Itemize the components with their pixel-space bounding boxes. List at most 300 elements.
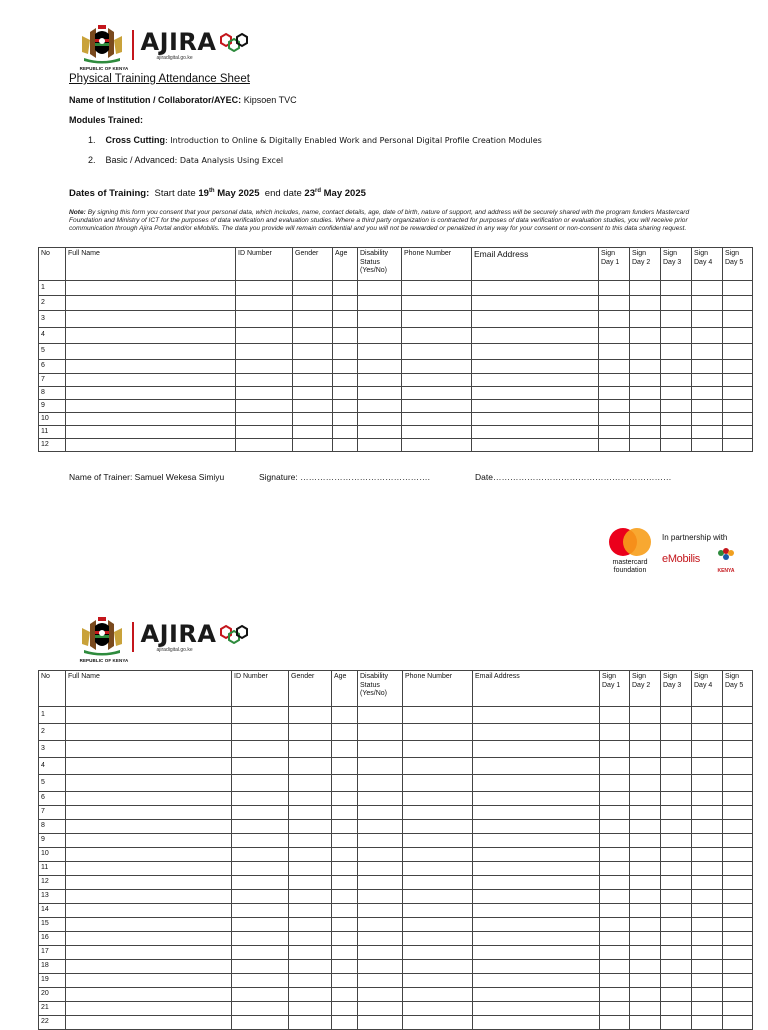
cell-age[interactable] xyxy=(332,741,358,758)
cell-sign-day-5[interactable] xyxy=(723,400,753,413)
cell-gender[interactable] xyxy=(289,876,332,890)
cell-sign-day-5[interactable] xyxy=(723,413,753,426)
cell-sign-day-5[interactable] xyxy=(723,311,753,328)
cell-id-number[interactable] xyxy=(236,296,293,311)
cell-gender[interactable] xyxy=(289,707,332,724)
cell-sign-day-3[interactable] xyxy=(661,890,692,904)
cell-age[interactable] xyxy=(333,439,358,452)
cell-sign-day-4[interactable] xyxy=(692,946,723,960)
cell-id-number[interactable] xyxy=(232,946,289,960)
cell-disability-status[interactable] xyxy=(358,848,403,862)
cell-sign-day-5[interactable] xyxy=(723,918,753,932)
cell-phone-number[interactable] xyxy=(403,707,473,724)
cell-sign-day-1[interactable] xyxy=(600,890,630,904)
cell-disability-status[interactable] xyxy=(358,792,403,806)
cell-sign-day-1[interactable] xyxy=(600,918,630,932)
cell-age[interactable] xyxy=(332,974,358,988)
cell-sign-day-2[interactable] xyxy=(630,988,661,1002)
cell-phone-number[interactable] xyxy=(403,741,473,758)
cell-email-address[interactable] xyxy=(472,439,599,452)
cell-sign-day-1[interactable] xyxy=(600,876,630,890)
cell-sign-day-4[interactable] xyxy=(692,724,723,741)
cell-full-name[interactable] xyxy=(66,946,232,960)
cell-email-address[interactable] xyxy=(473,724,600,741)
cell-sign-day-1[interactable] xyxy=(599,360,630,374)
cell-sign-day-4[interactable] xyxy=(692,741,723,758)
cell-sign-day-1[interactable] xyxy=(600,988,630,1002)
cell-email-address[interactable] xyxy=(473,974,600,988)
cell-sign-day-2[interactable] xyxy=(630,862,661,876)
cell-sign-day-3[interactable] xyxy=(661,792,692,806)
cell-gender[interactable] xyxy=(293,374,333,387)
cell-full-name[interactable] xyxy=(66,918,232,932)
cell-sign-day-3[interactable] xyxy=(661,758,692,775)
cell-sign-day-2[interactable] xyxy=(630,960,661,974)
cell-age[interactable] xyxy=(332,707,358,724)
cell-sign-day-5[interactable] xyxy=(723,946,753,960)
cell-full-name[interactable] xyxy=(66,974,232,988)
cell-email-address[interactable] xyxy=(472,426,599,439)
cell-id-number[interactable] xyxy=(232,960,289,974)
cell-phone-number[interactable] xyxy=(402,360,472,374)
cell-age[interactable] xyxy=(333,400,358,413)
cell-full-name[interactable] xyxy=(66,413,236,426)
cell-id-number[interactable] xyxy=(232,1002,289,1016)
cell-sign-day-2[interactable] xyxy=(630,820,661,834)
cell-age[interactable] xyxy=(332,904,358,918)
cell-sign-day-2[interactable] xyxy=(630,741,661,758)
cell-id-number[interactable] xyxy=(236,374,293,387)
cell-full-name[interactable] xyxy=(66,904,232,918)
cell-full-name[interactable] xyxy=(66,439,236,452)
cell-gender[interactable] xyxy=(293,400,333,413)
cell-sign-day-4[interactable] xyxy=(692,876,723,890)
cell-disability-status[interactable] xyxy=(358,1016,403,1030)
cell-email-address[interactable] xyxy=(472,400,599,413)
cell-phone-number[interactable] xyxy=(403,960,473,974)
cell-sign-day-5[interactable] xyxy=(723,775,753,792)
cell-sign-day-2[interactable] xyxy=(630,1002,661,1016)
cell-sign-day-1[interactable] xyxy=(599,296,630,311)
cell-sign-day-4[interactable] xyxy=(692,792,723,806)
cell-disability-status[interactable] xyxy=(358,360,402,374)
cell-sign-day-2[interactable] xyxy=(630,360,661,374)
cell-age[interactable] xyxy=(332,724,358,741)
cell-full-name[interactable] xyxy=(66,806,232,820)
cell-sign-day-3[interactable] xyxy=(661,775,692,792)
cell-sign-day-3[interactable] xyxy=(661,344,692,360)
cell-gender[interactable] xyxy=(289,1002,332,1016)
cell-sign-day-3[interactable] xyxy=(661,374,692,387)
cell-email-address[interactable] xyxy=(472,296,599,311)
cell-gender[interactable] xyxy=(289,918,332,932)
cell-sign-day-2[interactable] xyxy=(630,974,661,988)
cell-full-name[interactable] xyxy=(66,960,232,974)
cell-gender[interactable] xyxy=(293,296,333,311)
cell-gender[interactable] xyxy=(289,724,332,741)
cell-sign-day-1[interactable] xyxy=(600,775,630,792)
cell-sign-day-2[interactable] xyxy=(630,426,661,439)
cell-sign-day-1[interactable] xyxy=(600,834,630,848)
cell-id-number[interactable] xyxy=(232,806,289,820)
cell-age[interactable] xyxy=(332,848,358,862)
cell-sign-day-5[interactable] xyxy=(723,960,753,974)
cell-email-address[interactable] xyxy=(473,848,600,862)
cell-phone-number[interactable] xyxy=(403,1002,473,1016)
cell-age[interactable] xyxy=(333,328,358,344)
cell-sign-day-4[interactable] xyxy=(692,281,723,296)
cell-id-number[interactable] xyxy=(232,775,289,792)
cell-email-address[interactable] xyxy=(472,344,599,360)
cell-phone-number[interactable] xyxy=(403,1016,473,1030)
cell-sign-day-4[interactable] xyxy=(692,1016,723,1030)
cell-sign-day-5[interactable] xyxy=(723,724,753,741)
cell-gender[interactable] xyxy=(289,960,332,974)
cell-sign-day-4[interactable] xyxy=(692,707,723,724)
cell-gender[interactable] xyxy=(289,974,332,988)
cell-sign-day-3[interactable] xyxy=(661,974,692,988)
cell-gender[interactable] xyxy=(293,426,333,439)
cell-disability-status[interactable] xyxy=(358,707,403,724)
cell-age[interactable] xyxy=(333,387,358,400)
cell-gender[interactable] xyxy=(293,439,333,452)
cell-sign-day-1[interactable] xyxy=(600,806,630,820)
cell-gender[interactable] xyxy=(289,932,332,946)
cell-disability-status[interactable] xyxy=(358,876,403,890)
cell-sign-day-1[interactable] xyxy=(600,932,630,946)
cell-full-name[interactable] xyxy=(66,820,232,834)
cell-id-number[interactable] xyxy=(236,328,293,344)
cell-sign-day-4[interactable] xyxy=(692,932,723,946)
cell-gender[interactable] xyxy=(289,741,332,758)
cell-full-name[interactable] xyxy=(66,741,232,758)
cell-sign-day-3[interactable] xyxy=(661,876,692,890)
cell-disability-status[interactable] xyxy=(358,281,402,296)
cell-id-number[interactable] xyxy=(232,876,289,890)
cell-sign-day-1[interactable] xyxy=(600,862,630,876)
cell-sign-day-2[interactable] xyxy=(630,1016,661,1030)
cell-sign-day-1[interactable] xyxy=(599,374,630,387)
cell-full-name[interactable] xyxy=(66,707,232,724)
cell-disability-status[interactable] xyxy=(358,918,403,932)
cell-disability-status[interactable] xyxy=(358,426,402,439)
cell-age[interactable] xyxy=(332,918,358,932)
cell-email-address[interactable] xyxy=(473,918,600,932)
cell-sign-day-1[interactable] xyxy=(600,960,630,974)
cell-sign-day-3[interactable] xyxy=(661,960,692,974)
cell-gender[interactable] xyxy=(289,820,332,834)
cell-sign-day-1[interactable] xyxy=(599,439,630,452)
cell-sign-day-4[interactable] xyxy=(692,328,723,344)
cell-sign-day-3[interactable] xyxy=(661,707,692,724)
cell-sign-day-5[interactable] xyxy=(723,387,753,400)
cell-sign-day-4[interactable] xyxy=(692,974,723,988)
cell-age[interactable] xyxy=(333,344,358,360)
cell-phone-number[interactable] xyxy=(402,426,472,439)
cell-phone-number[interactable] xyxy=(402,344,472,360)
cell-phone-number[interactable] xyxy=(403,890,473,904)
cell-sign-day-3[interactable] xyxy=(661,724,692,741)
cell-disability-status[interactable] xyxy=(358,311,402,328)
cell-sign-day-2[interactable] xyxy=(630,806,661,820)
cell-full-name[interactable] xyxy=(66,932,232,946)
cell-sign-day-2[interactable] xyxy=(630,328,661,344)
cell-email-address[interactable] xyxy=(473,862,600,876)
cell-disability-status[interactable] xyxy=(358,413,402,426)
cell-phone-number[interactable] xyxy=(403,820,473,834)
cell-sign-day-2[interactable] xyxy=(630,918,661,932)
cell-sign-day-2[interactable] xyxy=(630,890,661,904)
cell-email-address[interactable] xyxy=(473,932,600,946)
cell-sign-day-4[interactable] xyxy=(692,374,723,387)
cell-disability-status[interactable] xyxy=(358,834,403,848)
cell-sign-day-1[interactable] xyxy=(600,792,630,806)
cell-id-number[interactable] xyxy=(232,758,289,775)
cell-gender[interactable] xyxy=(289,792,332,806)
cell-age[interactable] xyxy=(332,820,358,834)
cell-sign-day-1[interactable] xyxy=(599,387,630,400)
cell-sign-day-2[interactable] xyxy=(630,374,661,387)
cell-email-address[interactable] xyxy=(473,890,600,904)
cell-id-number[interactable] xyxy=(236,426,293,439)
cell-disability-status[interactable] xyxy=(358,904,403,918)
cell-sign-day-5[interactable] xyxy=(723,707,753,724)
cell-phone-number[interactable] xyxy=(403,848,473,862)
cell-sign-day-5[interactable] xyxy=(723,374,753,387)
cell-sign-day-1[interactable] xyxy=(600,1016,630,1030)
cell-id-number[interactable] xyxy=(236,439,293,452)
cell-sign-day-1[interactable] xyxy=(599,311,630,328)
cell-sign-day-5[interactable] xyxy=(723,296,753,311)
cell-sign-day-1[interactable] xyxy=(599,344,630,360)
cell-gender[interactable] xyxy=(293,281,333,296)
cell-age[interactable] xyxy=(333,374,358,387)
cell-email-address[interactable] xyxy=(473,946,600,960)
cell-phone-number[interactable] xyxy=(402,400,472,413)
cell-disability-status[interactable] xyxy=(358,344,402,360)
cell-gender[interactable] xyxy=(289,988,332,1002)
cell-email-address[interactable] xyxy=(472,360,599,374)
cell-sign-day-5[interactable] xyxy=(723,876,753,890)
cell-full-name[interactable] xyxy=(66,876,232,890)
cell-age[interactable] xyxy=(332,758,358,775)
cell-phone-number[interactable] xyxy=(402,328,472,344)
cell-age[interactable] xyxy=(333,296,358,311)
cell-id-number[interactable] xyxy=(232,918,289,932)
cell-email-address[interactable] xyxy=(473,960,600,974)
cell-sign-day-5[interactable] xyxy=(723,792,753,806)
cell-gender[interactable] xyxy=(289,862,332,876)
cell-sign-day-3[interactable] xyxy=(661,1016,692,1030)
cell-age[interactable] xyxy=(332,1002,358,1016)
cell-sign-day-2[interactable] xyxy=(630,707,661,724)
cell-gender[interactable] xyxy=(293,413,333,426)
cell-sign-day-3[interactable] xyxy=(661,932,692,946)
cell-sign-day-5[interactable] xyxy=(723,932,753,946)
cell-age[interactable] xyxy=(332,792,358,806)
cell-sign-day-4[interactable] xyxy=(692,904,723,918)
cell-email-address[interactable] xyxy=(473,1002,600,1016)
cell-id-number[interactable] xyxy=(232,904,289,918)
cell-id-number[interactable] xyxy=(232,834,289,848)
cell-id-number[interactable] xyxy=(236,281,293,296)
cell-full-name[interactable] xyxy=(66,862,232,876)
cell-sign-day-5[interactable] xyxy=(723,328,753,344)
cell-sign-day-2[interactable] xyxy=(630,946,661,960)
cell-phone-number[interactable] xyxy=(402,296,472,311)
cell-gender[interactable] xyxy=(293,328,333,344)
cell-disability-status[interactable] xyxy=(358,724,403,741)
cell-age[interactable] xyxy=(333,281,358,296)
cell-full-name[interactable] xyxy=(66,400,236,413)
cell-gender[interactable] xyxy=(289,758,332,775)
cell-id-number[interactable] xyxy=(232,792,289,806)
cell-sign-day-5[interactable] xyxy=(723,741,753,758)
cell-sign-day-3[interactable] xyxy=(661,1002,692,1016)
cell-sign-day-4[interactable] xyxy=(692,820,723,834)
cell-sign-day-5[interactable] xyxy=(723,426,753,439)
cell-email-address[interactable] xyxy=(473,758,600,775)
cell-gender[interactable] xyxy=(289,806,332,820)
cell-email-address[interactable] xyxy=(473,707,600,724)
cell-id-number[interactable] xyxy=(232,988,289,1002)
cell-sign-day-3[interactable] xyxy=(661,946,692,960)
cell-sign-day-4[interactable] xyxy=(692,296,723,311)
cell-phone-number[interactable] xyxy=(403,775,473,792)
cell-age[interactable] xyxy=(333,426,358,439)
cell-phone-number[interactable] xyxy=(403,834,473,848)
cell-email-address[interactable] xyxy=(473,904,600,918)
cell-full-name[interactable] xyxy=(66,311,236,328)
cell-disability-status[interactable] xyxy=(358,387,402,400)
cell-id-number[interactable] xyxy=(236,400,293,413)
cell-gender[interactable] xyxy=(289,834,332,848)
cell-sign-day-5[interactable] xyxy=(723,281,753,296)
cell-gender[interactable] xyxy=(293,344,333,360)
cell-sign-day-4[interactable] xyxy=(692,862,723,876)
cell-id-number[interactable] xyxy=(232,932,289,946)
cell-id-number[interactable] xyxy=(236,387,293,400)
cell-id-number[interactable] xyxy=(232,862,289,876)
cell-full-name[interactable] xyxy=(66,792,232,806)
cell-sign-day-5[interactable] xyxy=(723,890,753,904)
cell-sign-day-4[interactable] xyxy=(692,848,723,862)
cell-sign-day-3[interactable] xyxy=(661,311,692,328)
cell-age[interactable] xyxy=(332,1016,358,1030)
cell-email-address[interactable] xyxy=(473,876,600,890)
cell-disability-status[interactable] xyxy=(358,946,403,960)
cell-phone-number[interactable] xyxy=(402,374,472,387)
cell-age[interactable] xyxy=(332,890,358,904)
cell-age[interactable] xyxy=(332,775,358,792)
cell-full-name[interactable] xyxy=(66,328,236,344)
cell-sign-day-1[interactable] xyxy=(600,820,630,834)
cell-sign-day-4[interactable] xyxy=(692,890,723,904)
cell-sign-day-2[interactable] xyxy=(630,344,661,360)
cell-sign-day-3[interactable] xyxy=(661,904,692,918)
cell-sign-day-2[interactable] xyxy=(630,439,661,452)
cell-sign-day-2[interactable] xyxy=(630,834,661,848)
cell-email-address[interactable] xyxy=(473,1016,600,1030)
cell-id-number[interactable] xyxy=(232,890,289,904)
cell-sign-day-4[interactable] xyxy=(692,1002,723,1016)
cell-id-number[interactable] xyxy=(232,707,289,724)
cell-sign-day-3[interactable] xyxy=(661,862,692,876)
cell-sign-day-1[interactable] xyxy=(600,741,630,758)
signature-field[interactable]: Signature: ………………………………………. xyxy=(259,472,430,482)
cell-sign-day-2[interactable] xyxy=(630,387,661,400)
cell-full-name[interactable] xyxy=(66,426,236,439)
cell-email-address[interactable] xyxy=(472,311,599,328)
date-field[interactable]: Date……………………………………………………… xyxy=(475,472,672,482)
cell-phone-number[interactable] xyxy=(402,311,472,328)
cell-phone-number[interactable] xyxy=(403,862,473,876)
cell-sign-day-5[interactable] xyxy=(723,862,753,876)
cell-age[interactable] xyxy=(332,876,358,890)
cell-full-name[interactable] xyxy=(66,834,232,848)
cell-sign-day-5[interactable] xyxy=(723,806,753,820)
cell-phone-number[interactable] xyxy=(403,876,473,890)
cell-sign-day-4[interactable] xyxy=(692,775,723,792)
cell-sign-day-2[interactable] xyxy=(630,932,661,946)
cell-sign-day-5[interactable] xyxy=(723,848,753,862)
cell-full-name[interactable] xyxy=(66,296,236,311)
cell-sign-day-1[interactable] xyxy=(600,848,630,862)
cell-sign-day-2[interactable] xyxy=(630,758,661,775)
cell-sign-day-3[interactable] xyxy=(661,439,692,452)
cell-disability-status[interactable] xyxy=(358,400,402,413)
cell-phone-number[interactable] xyxy=(403,724,473,741)
cell-sign-day-4[interactable] xyxy=(692,426,723,439)
cell-sign-day-3[interactable] xyxy=(661,806,692,820)
cell-sign-day-4[interactable] xyxy=(692,988,723,1002)
cell-age[interactable] xyxy=(332,932,358,946)
cell-id-number[interactable] xyxy=(236,413,293,426)
cell-sign-day-3[interactable] xyxy=(661,413,692,426)
cell-disability-status[interactable] xyxy=(358,806,403,820)
cell-phone-number[interactable] xyxy=(403,932,473,946)
cell-email-address[interactable] xyxy=(472,413,599,426)
cell-phone-number[interactable] xyxy=(403,974,473,988)
cell-full-name[interactable] xyxy=(66,344,236,360)
cell-sign-day-4[interactable] xyxy=(692,758,723,775)
cell-sign-day-2[interactable] xyxy=(630,296,661,311)
cell-id-number[interactable] xyxy=(236,311,293,328)
cell-email-address[interactable] xyxy=(473,775,600,792)
cell-sign-day-4[interactable] xyxy=(692,439,723,452)
cell-full-name[interactable] xyxy=(66,724,232,741)
cell-id-number[interactable] xyxy=(232,848,289,862)
cell-email-address[interactable] xyxy=(472,387,599,400)
cell-disability-status[interactable] xyxy=(358,1002,403,1016)
cell-full-name[interactable] xyxy=(66,1002,232,1016)
cell-phone-number[interactable] xyxy=(403,758,473,775)
cell-sign-day-3[interactable] xyxy=(661,988,692,1002)
cell-gender[interactable] xyxy=(289,904,332,918)
cell-sign-day-1[interactable] xyxy=(600,707,630,724)
cell-id-number[interactable] xyxy=(232,1016,289,1030)
cell-sign-day-4[interactable] xyxy=(692,918,723,932)
cell-id-number[interactable] xyxy=(236,344,293,360)
cell-sign-day-1[interactable] xyxy=(600,946,630,960)
cell-age[interactable] xyxy=(332,960,358,974)
cell-sign-day-5[interactable] xyxy=(723,439,753,452)
cell-email-address[interactable] xyxy=(472,328,599,344)
cell-sign-day-3[interactable] xyxy=(661,741,692,758)
cell-full-name[interactable] xyxy=(66,387,236,400)
cell-sign-day-3[interactable] xyxy=(661,387,692,400)
cell-full-name[interactable] xyxy=(66,890,232,904)
